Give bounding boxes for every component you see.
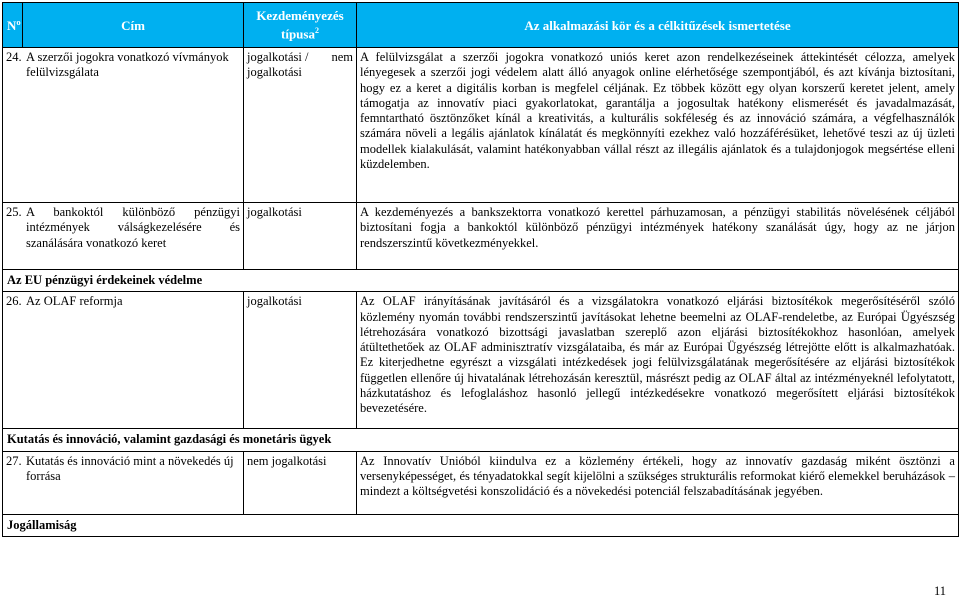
table-row	[3, 48, 959, 203]
header-title: Cím	[23, 3, 244, 48]
row-title: A szerzői jogokra vonatkozó vívmányok felülvizsgálata	[26, 50, 229, 80]
table-row	[3, 451, 959, 514]
header-type-line1: Kezdeményezés	[256, 8, 344, 24]
header-type-line2: típusa	[281, 26, 315, 42]
row-title: Kutatás és innováció mint a növekedés új forrása	[26, 453, 234, 483]
row-number: 26.	[6, 294, 22, 309]
table-row	[3, 203, 959, 270]
row-type: jogalkotási / jogalkotási	[247, 50, 309, 80]
section-row	[3, 514, 959, 536]
row-title-cell	[3, 203, 244, 270]
table-row	[3, 292, 959, 429]
header-scope: Az alkalmazási kör és a célkitűzések ismertetése	[357, 3, 959, 48]
section-title: Kutatás és innováció, valamint gazdasági és monetáris ügyek	[3, 429, 959, 451]
section-title: Jogállamiság	[3, 514, 959, 536]
row-type: jogalkotási	[244, 292, 357, 429]
row-description: Az OLAF irányításának javításáról és a vizsgálatokra vonatkozó eljárási biztosítékok megerősítéséről szóló közlemény nyomán további rendszerszintű javításokat lehetne beemelni az OLAF-rendeletbe, az Európai Ügyészség létrehozására vonatkozó bizottsági javaslatban szereplő azon eljárási biztosítékokhoz hasonlóan, amelyek átültethetőek az OLAF adminisztratív vizsgálataiba, és már az Európai Ügyészség létrejötte előtt is alkalmazhatóak. Ez kiterjedhetne egyrészt a vizsgálati intézkedések jogi felülvizsgálatának megerősítésére az eljárási biztosítékok független ellenőre új hivatalának létrehozásán keresztül, másrészt pedig az OLAF által az intézményeknél lefolytatott, házkutatáshoz és lefoglaláshoz hasonló jellegű intézkedésekre vonatkozó megerősített eljárási biztosítékok bevezetésére.	[357, 292, 959, 429]
section-row	[3, 270, 959, 292]
row-description: A felülvizsgálat a szerzői jogokra vonatkozó uniós keret azon rendelkezéseinek áttekintését célozza, amelyek lényegesek a szerzői jogi védelem alatt álló anyagok online elérhetősége szempontjából, és azt kívánja biztosítani, hogy ez a keret a digitális korban is megfelel céljának. Ez többek között egy olyan korszerű keretet jelent, amely támogatja az innovatív piaci gyakorlatokat, garantálja a jogosultak hatékony elismerését és javadalmazását, femntartható ösztönzőket kínál a kreativitás, a kulturális sokféleség és az innováció számára, a végfelhasználók számára növeli a legális ajánlatok kínálatát és megkönnyíti ezekhez való hozzáférésüket, lehetővé teszi az új üzleti modellek kialakulását, valamint hatékonyabban vállal részt az illegális ajánlatok és a tulajdonjogok megsértése elleni küzdelemben.	[357, 48, 959, 203]
row-title-cell	[3, 451, 244, 514]
row-title: Az OLAF reformja	[26, 294, 123, 309]
section-title: Az EU pénzügyi érdekeinek védelme	[3, 270, 959, 292]
row-type: jogalkotási	[244, 203, 357, 270]
row-number: 25.	[6, 205, 22, 219]
row-number: 27.	[6, 453, 22, 468]
row-number: 24.	[6, 50, 22, 64]
row-title-cell	[3, 48, 244, 203]
header-no: Nº	[3, 3, 23, 48]
page-number: 11	[933, 584, 946, 598]
initiatives-table	[2, 2, 959, 537]
row-type-cell	[244, 48, 357, 203]
header-type	[244, 3, 357, 48]
table-header-row	[3, 3, 959, 48]
row-title-cell	[3, 292, 244, 429]
row-type-extra: nem	[331, 50, 353, 64]
header-type-footnote: 2	[314, 26, 319, 36]
document-page	[2, 2, 958, 537]
row-type: nem jogalkotási	[244, 451, 357, 514]
row-description: A kezdeményezés a bankszektorra vonatkozó kerettel párhuzamosan, a pénzügyi stabilitás növelésének céljából biztosítani fogja a bankoktól különböző pénzügyi intézmények hatékony szanálását úgy, hogy az ne járjon rendszerszintű következményekkel.	[357, 203, 959, 270]
section-row	[3, 429, 959, 451]
row-title: A bankoktól különböző pénzügyi intézmények válságkezelésére és szanálására vonatkozó keret	[26, 205, 240, 250]
row-description: Az Innovatív Unióból kiindulva ez a közlemény értékeli, hogy az innovatív gazdaság miként ösztönzi a versenyképességet, és tényadatokkal segít kijelölni a szükséges strukturális reformokat kiérő elemekkel beruházások – mindezt a költségvetési konszolidáció és a növekedési potenciál felszabadításának jegyében.	[357, 451, 959, 514]
